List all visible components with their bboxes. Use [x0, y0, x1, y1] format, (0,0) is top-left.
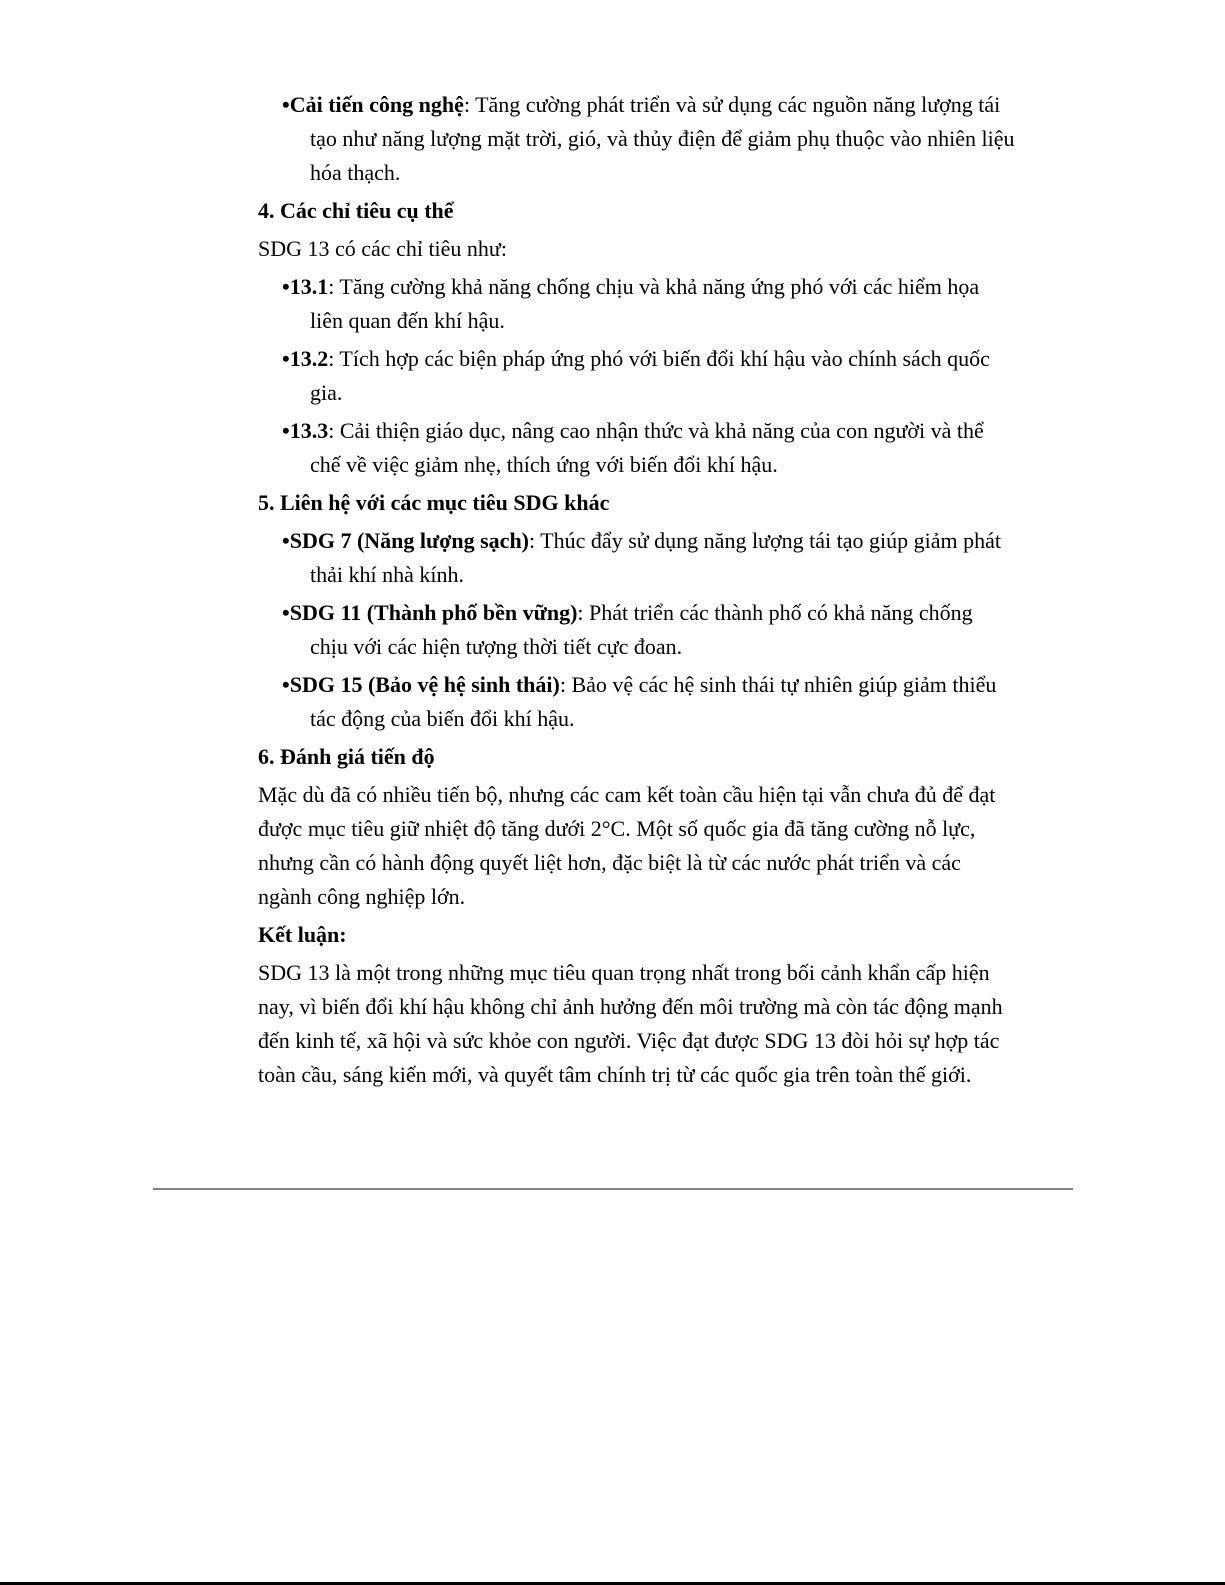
paragraph-conclusion: SDG 13 là một trong những mục tiêu quan trọng nhất trong bối cảnh khẩn cấp hiện nay, vì biến đổi khí hậu không chỉ ảnh hưởng đến môi trường mà còn tác động mạnh đến kinh tế, xã hội và sức khỏe con người. Việc đạt được SDG 13 đòi hỏi sự hợp tác toàn cầu, sáng kiến mới, và quyết tâm chính trị từ các quốc gia trên toàn thế giới. [258, 960, 1003, 1087]
section-heading-4: 4. Các chỉ tiêu cụ thể [258, 198, 454, 223]
bullet-item-13-2 [258, 342, 1015, 410]
bullet-lead: SDG 11 (Thành phố bền vững) [289, 600, 578, 625]
bullet-lead: SDG 15 (Bảo vệ hệ sinh thái) [289, 672, 560, 697]
bullet-icon: • [282, 672, 290, 697]
bullet-item-technology [258, 88, 1015, 190]
paragraph-progress: Mặc dù đã có nhiều tiến bộ, nhưng các cam kết toàn cầu hiện tại vẫn chưa đủ để đạt được mục tiêu giữ nhiệt độ tăng dưới 2°C. Một số quốc gia đã tăng cường nỗ lực, nhưng cần có hành động quyết liệt hơn, đặc biệt là từ các nước phát triển và các ngành công nghiệp lớn. [258, 782, 996, 909]
conclusion-heading: Kết luận: [258, 922, 347, 947]
section-heading-6: 6. Đánh giá tiến độ [258, 744, 435, 769]
bullet-lead: 13.3 [289, 418, 329, 443]
bullet-item-sdg11 [258, 596, 1015, 664]
horizontal-divider [153, 1188, 1073, 1190]
bullet-lead: 13.1 [289, 274, 329, 299]
bullet-lead: Cải tiến công nghệ [289, 92, 464, 117]
bullet-icon: • [282, 346, 290, 371]
bullet-icon: • [282, 528, 290, 553]
bullet-item-sdg7 [258, 524, 1015, 592]
bullet-icon: • [282, 274, 290, 299]
paragraph-sdg13-intro: SDG 13 có các chỉ tiêu như: [258, 236, 507, 261]
bullet-text: : Tích hợp các biện pháp ứng phó với biến đổi khí hậu vào chính sách quốc gia. [310, 346, 990, 405]
bullet-icon: • [282, 418, 290, 443]
bullet-icon: • [282, 92, 290, 117]
bullet-text: : Tăng cường khả năng chống chịu và khả năng ứng phó với các hiểm họa liên quan đến khí hậu. [310, 274, 980, 333]
bullet-item-13-3 [258, 414, 1015, 482]
bullet-item-sdg15 [258, 668, 1015, 736]
bullet-lead: 13.2 [289, 346, 329, 371]
bullet-text: : Cải thiện giáo dục, nâng cao nhận thức và khả năng của con người và thể chế về việc giảm nhẹ, thích ứng với biến đổi khí hậu. [310, 418, 984, 477]
bullet-text: : Phát triển các thành phố có khả năng chống chịu với các hiện tượng thời tiết cực đoan. [310, 600, 973, 659]
bullet-text: : Tăng cường phát triển và sử dụng các nguồn năng lượng tái tạo như năng lượng mặt trời, gió, và thủy điện để giảm phụ thuộc vào nhiên liệu hóa thạch. [310, 92, 1015, 185]
bullet-text: : Thúc đẩy sử dụng năng lượng tái tạo giúp giảm phát thải khí nhà kính. [310, 528, 1001, 587]
bullet-item-13-1 [258, 270, 1015, 338]
bullet-lead: SDG 7 (Năng lượng sạch) [289, 528, 530, 553]
bullet-text: : Bảo vệ các hệ sinh thái tự nhiên giúp giảm thiểu tác động của biến đổi khí hậu. [310, 672, 997, 731]
bullet-icon: • [282, 600, 290, 625]
section-heading-5: 5. Liên hệ với các mục tiêu SDG khác [258, 490, 610, 515]
document-body [258, 88, 1015, 1096]
